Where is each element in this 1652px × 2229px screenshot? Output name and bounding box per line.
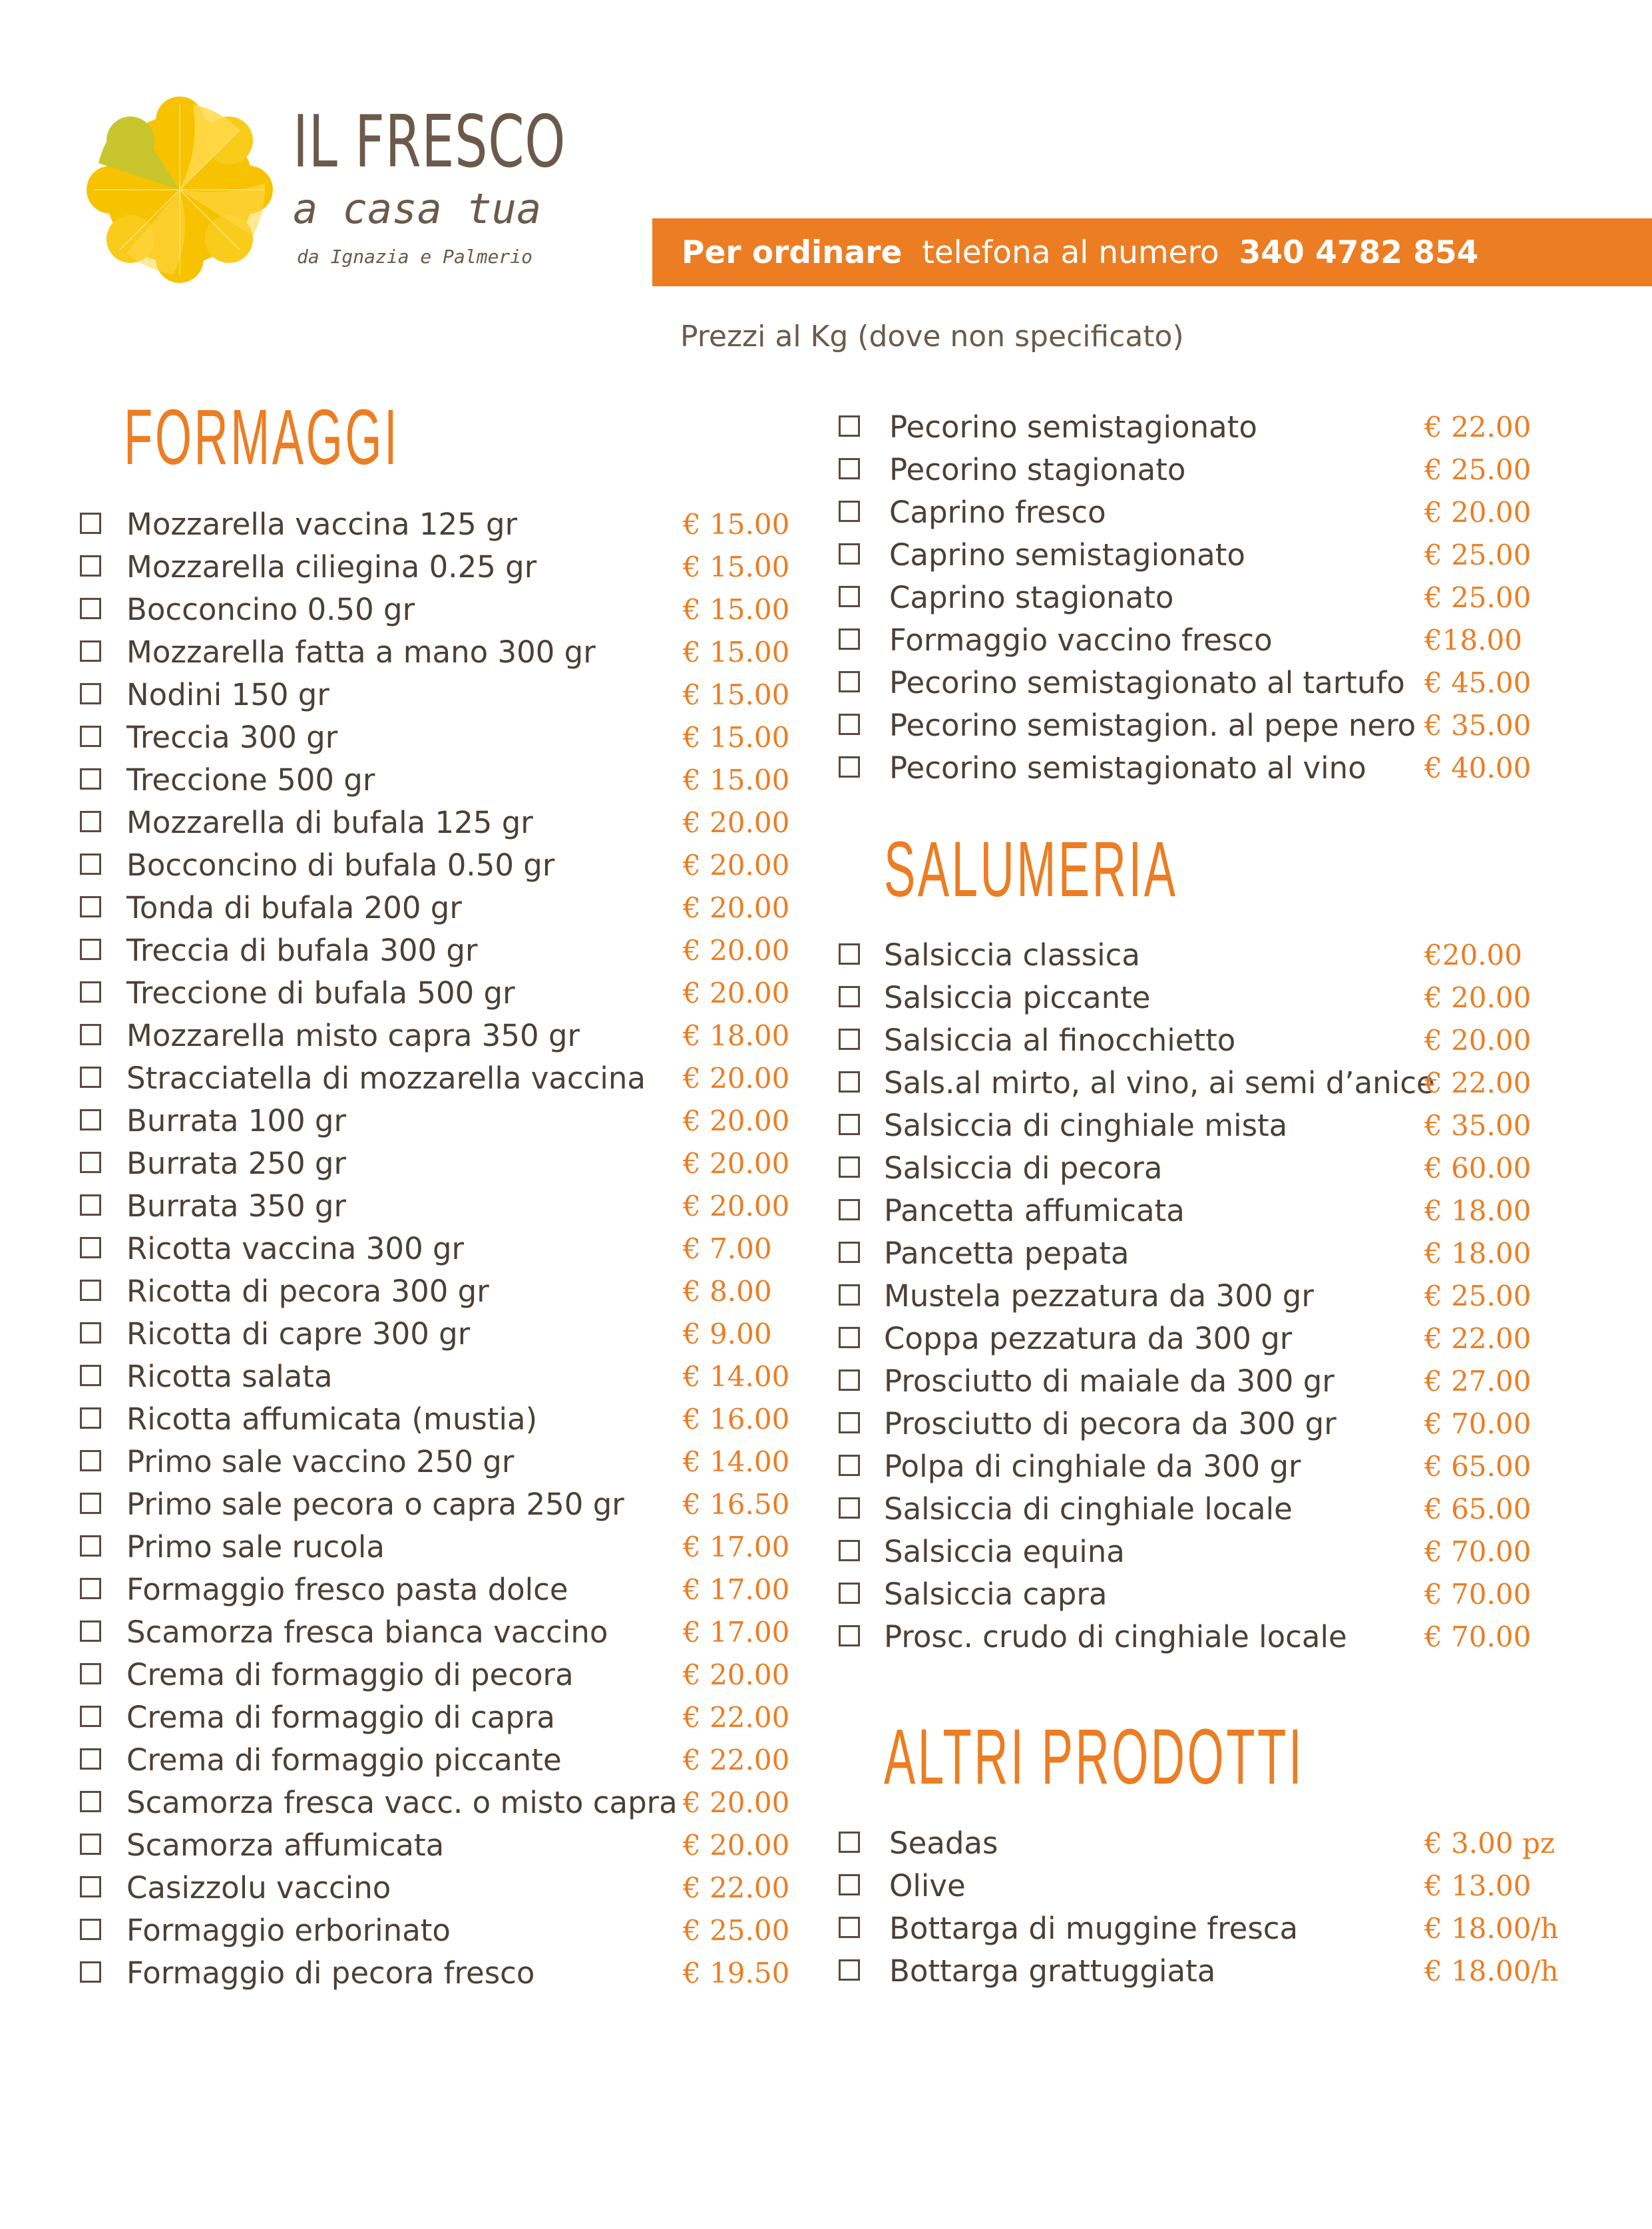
item-price: € 8.00 [683, 1275, 772, 1308]
menu-item [839, 1403, 1571, 1445]
item-name: Prosciutto di pecora da 300 gr [884, 1406, 1337, 1441]
item-price: € 20.00 [1424, 496, 1532, 529]
item-price: € 17.00 [683, 1573, 790, 1606]
menu-item [839, 1950, 1571, 1993]
order-checkbox[interactable] [80, 1152, 101, 1173]
item-name: Mozzarella ciliegina 0.25 gr [126, 549, 537, 585]
menu-item [80, 1185, 812, 1228]
item-name: Bocconcino di bufala 0.50 gr [126, 848, 555, 883]
menu-item [839, 1531, 1571, 1573]
item-name: Pecorino semistagion. al pepe nero [889, 708, 1416, 743]
item-price: € 20.00 [683, 1190, 790, 1222]
order-checkbox[interactable] [839, 458, 860, 479]
order-checkbox[interactable] [839, 1455, 860, 1476]
item-name: Caprino fresco [889, 495, 1106, 530]
order-checkbox[interactable] [80, 1493, 101, 1514]
menu-item [80, 929, 812, 972]
order-checkbox[interactable] [839, 1242, 860, 1263]
item-price: € 20.00 [683, 1147, 790, 1180]
brand-subtitle: da Ignazia e Palmerio [297, 246, 533, 268]
item-price: € 60.00 [1424, 1152, 1532, 1184]
item-name: Scamorza affumicata [126, 1828, 445, 1863]
menu-item [80, 1228, 812, 1270]
item-name: Treccione 500 gr [126, 762, 375, 798]
menu-item [839, 1907, 1571, 1950]
item-name: Bocconcino 0.50 gr [126, 592, 415, 627]
order-checkbox[interactable] [839, 1327, 860, 1348]
menu-item [839, 1190, 1571, 1232]
order-checkbox[interactable] [80, 811, 101, 832]
item-name: Mozzarella fatta a mano 300 gr [126, 634, 596, 670]
order-checkbox[interactable] [80, 1748, 101, 1770]
order-checkbox[interactable] [80, 896, 101, 917]
section-title-salumeria: SALUMERIA [884, 826, 1178, 913]
item-price: € 27.00 [1424, 1365, 1532, 1397]
section-title-formaggi: FORMAGGI [124, 393, 400, 481]
item-price: € 19.50 [683, 1957, 790, 1989]
menu-item [839, 406, 1571, 449]
order-checkbox[interactable] [80, 1237, 101, 1258]
menu-item [80, 1100, 812, 1142]
item-price: € 35.00 [1424, 709, 1532, 742]
order-checkbox[interactable] [80, 1535, 101, 1557]
item-price: € 18.00/h [1424, 1912, 1559, 1945]
menu-item [839, 1488, 1571, 1531]
menu-item [80, 1441, 812, 1483]
item-price: € 22.00 [1424, 1322, 1532, 1355]
brand-tagline: a casa tua [293, 184, 542, 233]
item-price: € 35.00 [1424, 1109, 1532, 1142]
menu-item [839, 1019, 1571, 1062]
order-checkbox[interactable] [80, 1961, 101, 1983]
item-name: Pancetta affumicata [884, 1193, 1185, 1228]
item-price: € 22.00 [1424, 1067, 1532, 1099]
menu-item [839, 1822, 1571, 1865]
item-price: € 16.50 [683, 1488, 790, 1521]
menu-item [80, 1526, 812, 1569]
item-price: € 14.00 [683, 1360, 790, 1393]
order-checkbox[interactable] [839, 1832, 860, 1853]
sun-flower-logo [87, 97, 273, 283]
price-note: Prezzi al Kg (dove non specificato) [680, 320, 1184, 354]
item-price: € 20.00 [683, 1829, 790, 1861]
item-name: Salsiccia di cinghiale mista [884, 1108, 1288, 1143]
item-name: Primo sale rucola [126, 1529, 385, 1565]
menu-item [80, 802, 812, 844]
item-price: € 15.00 [683, 508, 790, 541]
item-name: Mozzarella di bufala 125 gr [126, 805, 533, 840]
order-checkbox[interactable] [80, 1450, 101, 1471]
item-name: Coppa pezzatura da 300 gr [884, 1321, 1293, 1356]
item-name: Nodini 150 gr [126, 677, 329, 712]
section-title-altri-prodotti: ALTRI PRODOTTI [884, 1713, 1305, 1801]
item-price: € 20.00 [683, 849, 790, 881]
menu-item [839, 704, 1571, 747]
formaggi-list-continued [839, 406, 1571, 790]
menu-item [839, 1105, 1571, 1147]
menu-item [80, 759, 812, 802]
menu-item [80, 1483, 812, 1526]
item-price: € 45.00 [1424, 666, 1532, 699]
menu-item [839, 977, 1571, 1019]
item-name: Salsiccia equina [884, 1534, 1125, 1569]
item-name: Ricotta di capre 300 gr [126, 1316, 471, 1352]
order-checkbox[interactable] [80, 939, 101, 960]
menu-item [80, 674, 812, 716]
item-name: Salsiccia di pecora [884, 1150, 1163, 1186]
menu-item [839, 1232, 1571, 1275]
order-checkbox[interactable] [839, 1625, 860, 1646]
item-price: € 20.00 [683, 891, 790, 924]
order-checkbox[interactable] [839, 1959, 860, 1981]
order-label: Per ordinare [682, 234, 903, 271]
menu-item [80, 1782, 812, 1824]
item-name: Olive [889, 1868, 966, 1903]
item-name: Bottarga grattuggiata [889, 1953, 1216, 1989]
item-price: € 20.00 [683, 1105, 790, 1137]
menu-item [80, 1398, 812, 1441]
order-checkbox[interactable] [839, 714, 860, 735]
order-checkbox[interactable] [839, 1412, 860, 1433]
order-checkbox[interactable] [80, 1876, 101, 1897]
menu-item [80, 546, 812, 589]
item-name: Burrata 350 gr [126, 1188, 346, 1224]
order-checkbox[interactable] [839, 1114, 860, 1135]
item-price: € 40.00 [1424, 752, 1532, 784]
menu-item [839, 1147, 1571, 1190]
item-name: Mozzarella vaccina 125 gr [126, 507, 518, 542]
order-checkbox[interactable] [80, 1578, 101, 1599]
item-price: € 15.00 [683, 636, 790, 668]
item-name: Pecorino semistagionato al vino [889, 750, 1366, 786]
item-name: Sals.al mirto, al vino, ai semi d’anice [884, 1065, 1435, 1101]
menu-item [839, 491, 1571, 534]
item-price: € 22.00 [683, 1701, 790, 1734]
item-price: € 25.00 [1424, 1280, 1532, 1312]
order-checkbox[interactable] [80, 854, 101, 875]
item-price: € 25.00 [1424, 539, 1532, 571]
item-name: Crema di formaggio di pecora [126, 1657, 574, 1692]
order-checkbox[interactable] [839, 1583, 860, 1604]
item-name: Salsiccia di cinghiale locale [884, 1491, 1293, 1527]
menu-item [839, 1865, 1571, 1907]
salumeria-list [839, 934, 1571, 1658]
menu-item [80, 1611, 812, 1654]
order-checkbox[interactable] [80, 1280, 101, 1301]
item-name: Mozzarella misto capra 350 gr [126, 1018, 580, 1053]
menu-item [80, 1142, 812, 1185]
item-name: Formaggio vaccino fresco [889, 622, 1273, 658]
order-text: telefona al numero [922, 234, 1219, 271]
menu-item [839, 577, 1571, 619]
item-price: € 18.00/h [1424, 1955, 1559, 1987]
order-checkbox[interactable] [839, 501, 860, 522]
order-checkbox[interactable] [80, 1663, 101, 1684]
menu-item [80, 1952, 812, 1995]
item-name: Scamorza fresca vacc. o misto capra [126, 1785, 678, 1820]
order-checkbox[interactable] [80, 1791, 101, 1812]
item-name: Scamorza fresca bianca vaccino [126, 1614, 608, 1650]
item-name: Salsiccia al finocchietto [884, 1023, 1236, 1058]
menu-item [80, 1569, 812, 1611]
menu-item [80, 631, 812, 674]
menu-item [80, 844, 812, 887]
menu-item [839, 747, 1571, 790]
item-price: € 15.00 [683, 678, 790, 711]
menu-item [839, 619, 1571, 662]
menu-item [80, 503, 812, 546]
item-price: € 13.00 [1424, 1869, 1532, 1902]
item-price: € 25.00 [1424, 453, 1532, 486]
order-checkbox[interactable] [839, 756, 860, 778]
item-price: €18.00 [1424, 624, 1522, 656]
item-price: € 18.00 [1424, 1237, 1532, 1270]
item-price: € 70.00 [1424, 1407, 1532, 1440]
menu-item [839, 449, 1571, 491]
menu-item [80, 1015, 812, 1057]
item-name: Treccione di bufala 500 gr [126, 975, 515, 1011]
item-name: Treccia 300 gr [126, 720, 338, 755]
order-checkbox[interactable] [839, 986, 860, 1007]
item-name: Formaggio di pecora fresco [126, 1955, 535, 1991]
menu-item [839, 1573, 1571, 1616]
item-name: Bottarga di muggine fresca [889, 1911, 1299, 1946]
item-price: € 18.00 [683, 1019, 790, 1052]
altri-prodotti-list [839, 1822, 1571, 1993]
item-name: Pecorino semistagionato al tartufo [889, 665, 1405, 700]
item-name: Salsiccia piccante [884, 980, 1151, 1015]
order-checkbox[interactable] [839, 1917, 860, 1938]
item-price: € 22.00 [1424, 411, 1532, 443]
item-name: Ricotta vaccina 300 gr [126, 1231, 465, 1266]
item-price: € 20.00 [683, 1786, 790, 1819]
menu-item [80, 1824, 812, 1867]
item-price: € 20.00 [683, 977, 790, 1009]
item-name: Treccia di bufala 300 gr [126, 933, 478, 968]
order-checkbox[interactable] [839, 1540, 860, 1561]
item-price: € 20.00 [1424, 1024, 1532, 1057]
order-checkbox[interactable] [839, 1497, 860, 1519]
item-name: Crema di formaggio di capra [126, 1700, 555, 1735]
item-name: Crema di formaggio piccante [126, 1742, 562, 1778]
order-bar [652, 218, 1652, 286]
item-price: € 65.00 [1424, 1450, 1532, 1483]
item-price: € 7.00 [683, 1232, 772, 1265]
order-checkbox[interactable] [839, 1029, 860, 1050]
menu-item [839, 1318, 1571, 1360]
order-checkbox[interactable] [80, 726, 101, 747]
item-price: € 17.00 [683, 1616, 790, 1648]
menu-item [80, 1654, 812, 1696]
item-price: € 15.00 [683, 764, 790, 796]
item-name: Tonda di bufala 200 gr [126, 890, 462, 925]
item-price: € 17.00 [683, 1531, 790, 1563]
item-name: Formaggio erborinato [126, 1913, 451, 1948]
item-price: € 70.00 [1424, 1535, 1532, 1568]
menu-item [839, 662, 1571, 704]
order-checkbox[interactable] [80, 1706, 101, 1727]
order-checkbox[interactable] [839, 1199, 860, 1220]
menu-item [80, 1356, 812, 1398]
item-price: € 14.00 [683, 1445, 790, 1478]
item-name: Pecorino stagionato [889, 452, 1186, 487]
item-price: € 25.00 [683, 1914, 790, 1947]
item-price: €20.00 [1424, 939, 1522, 971]
menu-item [80, 589, 812, 631]
menu-item [80, 1867, 812, 1909]
item-price: € 70.00 [1424, 1578, 1532, 1610]
item-name: Stracciatella di mozzarella vaccina [126, 1061, 646, 1096]
menu-item [80, 1739, 812, 1782]
menu-item [839, 534, 1571, 577]
order-checkbox[interactable] [80, 1194, 101, 1216]
item-price: € 15.00 [683, 721, 790, 754]
order-checkbox[interactable] [839, 586, 860, 607]
item-name: Prosc. crudo di cinghiale locale [884, 1619, 1347, 1654]
brand-title: IL FRESCO [293, 101, 566, 184]
formaggi-list [80, 503, 812, 1995]
order-checkbox[interactable] [839, 1071, 860, 1093]
order-checkbox[interactable] [839, 1156, 860, 1178]
item-name: Salsiccia classica [884, 937, 1140, 973]
order-checkbox[interactable] [80, 981, 101, 1003]
menu-item [80, 1696, 812, 1739]
item-price: € 20.00 [683, 1062, 790, 1095]
item-price: € 18.00 [1424, 1194, 1532, 1227]
order-checkbox[interactable] [839, 1369, 860, 1391]
item-name: Burrata 100 gr [126, 1103, 346, 1138]
order-checkbox[interactable] [839, 943, 860, 965]
item-price: € 15.00 [683, 593, 790, 626]
menu-item [80, 887, 812, 929]
menu-item [80, 1057, 812, 1100]
order-checkbox[interactable] [80, 1407, 101, 1429]
order-checkbox[interactable] [80, 1620, 101, 1642]
item-price: € 25.00 [1424, 581, 1532, 614]
item-name: Seadas [889, 1826, 998, 1861]
item-name: Prosciutto di maiale da 300 gr [884, 1363, 1335, 1399]
item-name: Ricotta di pecora 300 gr [126, 1274, 489, 1309]
item-price: € 3.00 pz [1424, 1827, 1555, 1859]
order-checkbox[interactable] [80, 1365, 101, 1386]
item-price: € 16.00 [683, 1403, 790, 1435]
order-checkbox[interactable] [839, 1874, 860, 1895]
menu-item [839, 1445, 1571, 1488]
item-name: Caprino stagionato [889, 580, 1174, 615]
menu-item [839, 1062, 1571, 1105]
order-checkbox[interactable] [80, 768, 101, 790]
order-checkbox[interactable] [80, 513, 101, 534]
order-checkbox[interactable] [80, 683, 101, 704]
item-name: Primo sale pecora o capra 250 gr [126, 1487, 624, 1522]
order-checkbox[interactable] [80, 1834, 101, 1855]
item-name: Formaggio fresco pasta dolce [126, 1572, 568, 1607]
item-price: € 65.00 [1424, 1493, 1532, 1525]
order-checkbox[interactable] [839, 671, 860, 692]
item-price: € 20.00 [1424, 981, 1532, 1014]
item-price: € 20.00 [683, 934, 790, 967]
item-price: € 9.00 [683, 1318, 772, 1350]
item-name: Pecorino semistagionato [889, 409, 1257, 445]
item-name: Polpa di cinghiale da 300 gr [884, 1449, 1301, 1484]
order-checkbox[interactable] [80, 1919, 101, 1940]
menu-item [80, 1270, 812, 1313]
item-price: € 20.00 [683, 1658, 790, 1691]
item-name: Primo sale vaccino 250 gr [126, 1444, 515, 1479]
menu-item [80, 716, 812, 759]
phone-number[interactable]: 340 4782 854 [1239, 234, 1479, 271]
order-checkbox[interactable] [80, 640, 101, 662]
item-price: € 70.00 [1424, 1620, 1532, 1653]
order-checkbox[interactable] [839, 628, 860, 650]
item-name: Ricotta affumicata (mustia) [126, 1401, 538, 1437]
item-name: Ricotta salata [126, 1359, 333, 1394]
order-checkbox[interactable] [80, 1067, 101, 1088]
menu-item [80, 1313, 812, 1356]
order-checkbox[interactable] [839, 415, 860, 437]
menu-item [80, 1909, 812, 1952]
order-checkbox[interactable] [839, 1284, 860, 1306]
item-price: € 20.00 [683, 806, 790, 839]
item-price: € 22.00 [683, 1871, 790, 1904]
item-name: Burrata 250 gr [126, 1146, 346, 1181]
item-name: Casizzolu vaccino [126, 1870, 391, 1905]
menu-item [839, 1616, 1571, 1658]
order-checkbox[interactable] [80, 1322, 101, 1344]
item-price: € 22.00 [683, 1744, 790, 1776]
order-checkbox[interactable] [80, 1109, 101, 1130]
order-checkbox[interactable] [839, 543, 860, 565]
order-checkbox[interactable] [80, 1024, 101, 1045]
menu-item [839, 1275, 1571, 1318]
order-checkbox[interactable] [80, 555, 101, 577]
item-name: Salsiccia capra [884, 1577, 1108, 1612]
order-checkbox[interactable] [80, 598, 101, 619]
item-name: Caprino semistagionato [889, 537, 1245, 573]
menu-item [839, 934, 1571, 977]
item-price: € 15.00 [683, 551, 790, 583]
item-name: Mustela pezzatura da 300 gr [884, 1278, 1314, 1314]
menu-item [839, 1360, 1571, 1403]
menu-item [80, 972, 812, 1015]
item-name: Pancetta pepata [884, 1236, 1130, 1271]
